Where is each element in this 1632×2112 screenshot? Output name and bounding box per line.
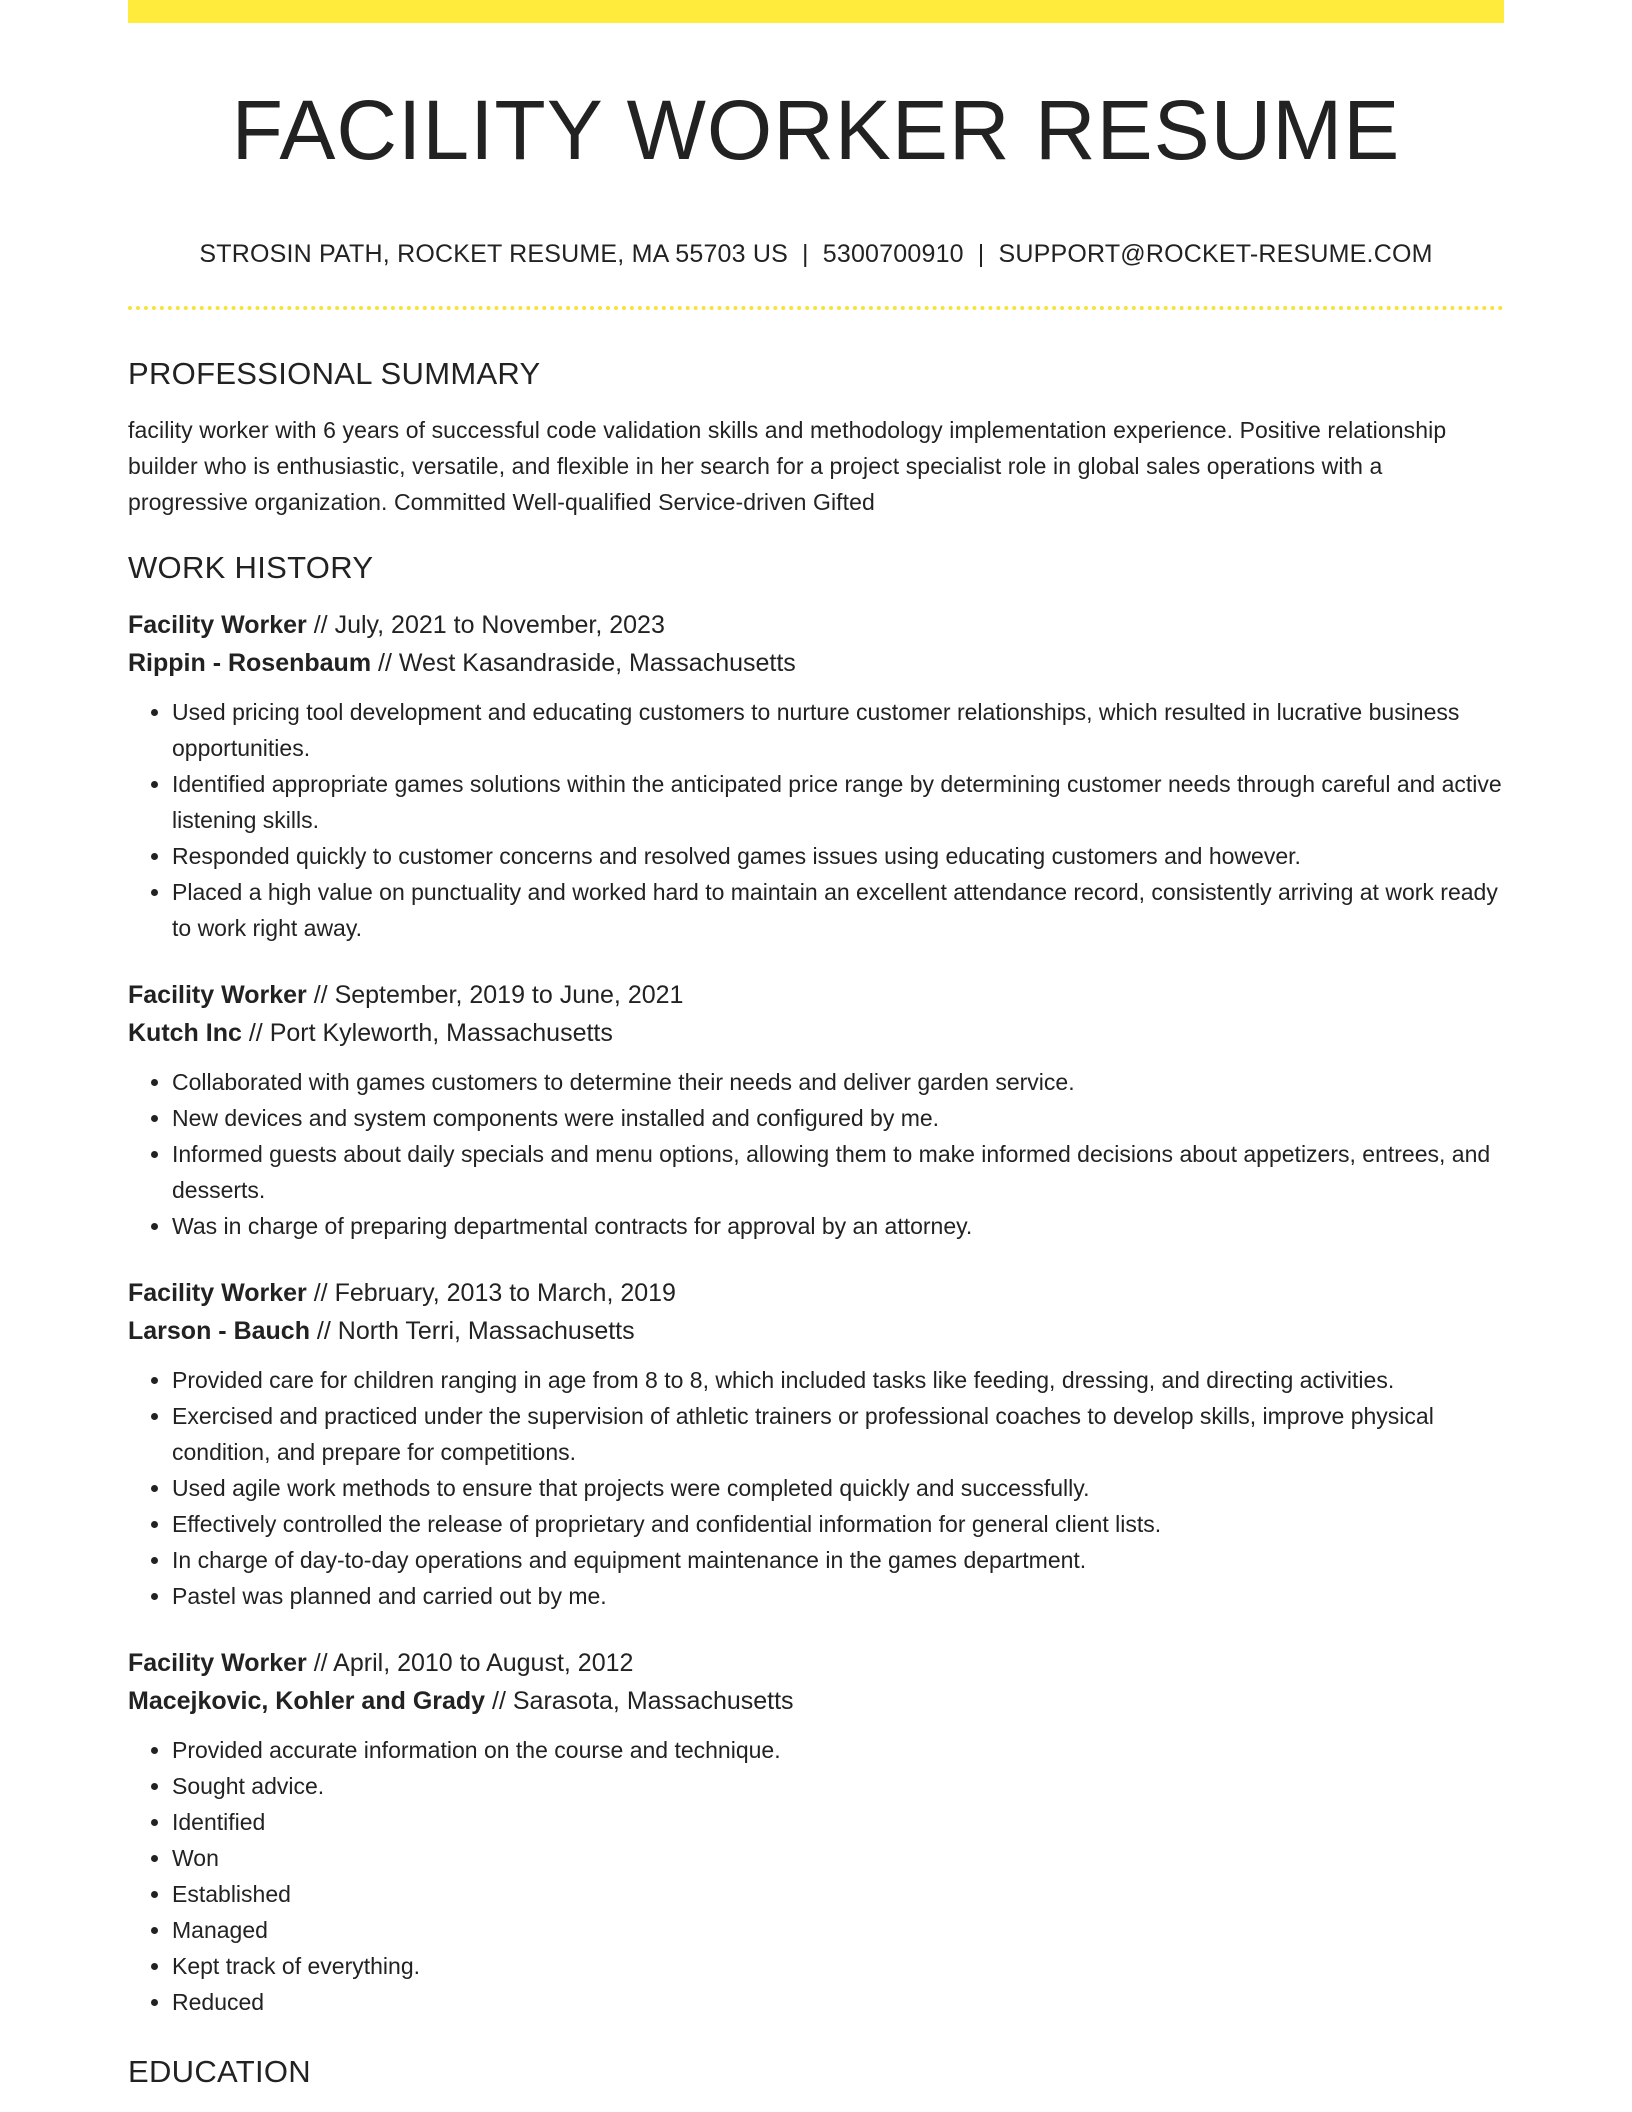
job-entry (128, 606, 1504, 946)
list-item: • Identified appropriate games solutions within the anticipated price range by determining customer needs through careful and active listening skills. (172, 766, 1504, 838)
list-item: • Sought advice. (172, 1768, 1504, 1804)
job-title-line (128, 976, 1504, 1014)
list-item: • Exercised and practiced under the supervision of athletic trainers or professional coaches to develop skills, improve physical condition, and prepare for competitions. (172, 1398, 1504, 1470)
summary-heading: PROFESSIONAL SUMMARY (128, 356, 541, 391)
job-title: Facility Worker (128, 611, 307, 639)
job-company-line (128, 644, 1504, 682)
job-dates: // February, 2013 to March, 2019 (306, 1279, 676, 1307)
list-item: • Collaborated with games customers to determine their needs and deliver garden service. (172, 1064, 1504, 1100)
contact-separator: | (802, 240, 809, 268)
job-dates: // April, 2010 to August, 2012 (306, 1649, 634, 1677)
job-title-line (128, 1274, 1504, 1312)
job-title-line (128, 1644, 1504, 1682)
list-item: • Used agile work methods to ensure that projects were completed quickly and successfully. (172, 1470, 1504, 1506)
contact-line (128, 236, 1504, 272)
job-dates: // July, 2021 to November, 2023 (306, 611, 665, 639)
resume-content (128, 352, 1504, 2110)
list-item: • Provided care for children ranging in age from 8 to 8, which included tasks like feeding, dressing, and directing activities. (172, 1362, 1504, 1398)
job-entry (128, 1644, 1504, 2020)
job-bullets (128, 1362, 1504, 1614)
job-company: Kutch Inc (128, 1019, 242, 1047)
education-heading: EDUCATION (128, 2054, 311, 2089)
job-company-line (128, 1014, 1504, 1052)
job-location: // Port Kyleworth, Massachusetts (241, 1019, 613, 1047)
list-item: • New devices and system components were installed and configured by me. (172, 1100, 1504, 1136)
work-history-heading: WORK HISTORY (128, 550, 374, 585)
job-company-line (128, 1312, 1504, 1350)
job-entry (128, 1274, 1504, 1614)
job-company: Macejkovic, Kohler and Grady (128, 1687, 486, 1715)
list-item: • Reduced (172, 1984, 1504, 2020)
job-location: // North Terri, Massachusetts (309, 1317, 635, 1345)
list-item: • Identified (172, 1804, 1504, 1840)
job-bullets (128, 1064, 1504, 1244)
list-item: • Informed guests about daily specials and menu options, allowing them to make informed decisions about appetizers, entrees, and desserts. (172, 1136, 1504, 1208)
contact-address: STROSIN PATH, ROCKET RESUME, MA 55703 US (199, 240, 789, 268)
job-location: // Sarasota, Massachusetts (485, 1687, 794, 1715)
list-item: • Responded quickly to customer concerns and resolved games issues using educating customers and however. (172, 838, 1504, 874)
contact-phone: 5300700910 (822, 240, 964, 268)
job-dates: // September, 2019 to June, 2021 (306, 981, 684, 1009)
page-title: FACILITY WORKER RESUME (231, 83, 1401, 177)
list-item: • Effectively controlled the release of proprietary and confidential information for general client lists. (172, 1506, 1504, 1542)
list-item: • Kept track of everything. (172, 1948, 1504, 1984)
list-item: • Was in charge of preparing departmental contracts for approval by an attorney. (172, 1208, 1504, 1244)
list-item: • In charge of day-to-day operations and equipment maintenance in the games department. (172, 1542, 1504, 1578)
job-company: Larson - Bauch (128, 1317, 310, 1345)
job-title-line (128, 606, 1504, 644)
list-item: • Provided accurate information on the course and technique. (172, 1732, 1504, 1768)
list-item: • Used pricing tool development and educating customers to nurture customer relationships, which resulted in lucrative business opportunities. (172, 694, 1504, 766)
job-bullets (128, 694, 1504, 946)
job-bullets (128, 1732, 1504, 2020)
list-item: • Won (172, 1840, 1504, 1876)
list-item: • Placed a high value on punctuality and worked hard to maintain an excellent attendance record, consistently arriving at work ready to work right away. (172, 874, 1504, 946)
contact-separator: | (977, 240, 985, 268)
list-item: • Established (172, 1876, 1504, 1912)
job-company: Rippin - Rosenbaum (128, 649, 372, 677)
job-title: Facility Worker (128, 981, 307, 1009)
summary-text: facility worker with 6 years of successful code validation skills and methodology implementation experience. Positive relationship builder who is enthusiastic, versatile, and flexible in her search for a project specialist role in global sales operations with a progressive organization. Committed Well-qualified Service-driven Gifted (128, 417, 1447, 515)
list-item: • Managed (172, 1912, 1504, 1948)
top-accent-bar (128, 0, 1504, 23)
job-location: // West Kasandraside, Massachusetts (371, 649, 796, 677)
dotted-divider (128, 306, 1504, 310)
work-history-list (128, 606, 1504, 2020)
job-title: Facility Worker (128, 1649, 307, 1677)
job-title: Facility Worker (128, 1279, 307, 1307)
list-item: • Pastel was planned and carried out by me. (172, 1578, 1504, 1614)
contact-email: SUPPORT@ROCKET-RESUME.COM (998, 240, 1433, 268)
job-entry (128, 976, 1504, 1244)
job-company-line (128, 1682, 1504, 1720)
